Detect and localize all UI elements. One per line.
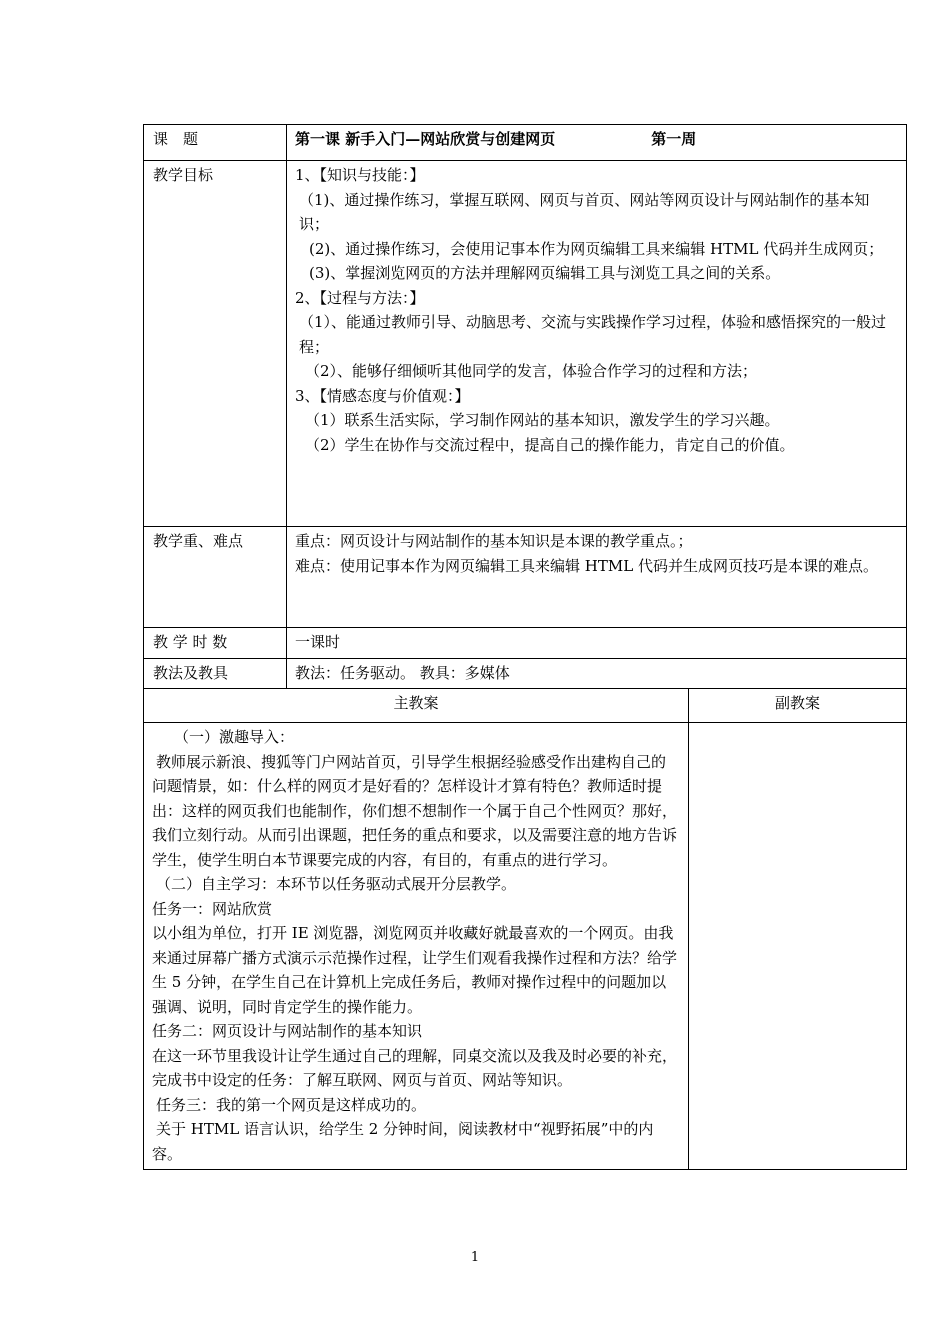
main-plan-cell	[144, 723, 689, 1170]
goals-line: （1)、通过操作练习，掌握互联网、网页与首页、网站等网页设计与网站制作的基本知识；	[299, 190, 870, 233]
lesson-title: 第一课 新手入门—网站欣赏与创建网页	[295, 130, 556, 148]
main-plan-header: 主教案	[144, 689, 689, 723]
main-plan-paragraph: （一）激趣导入：	[174, 728, 295, 746]
keypoints-label: 教学重、难点	[144, 527, 287, 628]
main-plan-paragraph: （二）自主学习：本环节以任务驱动式展开分层教学。	[156, 875, 517, 893]
hours-value: 一课时	[287, 628, 907, 659]
main-plan-paragraph: 任务二：网页设计与网站制作的基本知识	[152, 1022, 423, 1040]
goals-line: （1）联系生活实际，学习制作网站的基本知识，激发学生的学习兴趣。	[305, 411, 780, 429]
title-cell	[287, 125, 907, 161]
week-label: 第一周	[651, 130, 697, 148]
main-plan-paragraph: 在这一环节里我设计让学生通过自己的理解，同桌交流以及我及时必要的补充，完成书中设定的任务：了解互联网、网页与首页、网站等知识。	[152, 1046, 678, 1089]
goals-line: （2）学生在协作与交流过程中，提高自己的操作能力，肯定自己的价值。	[305, 435, 795, 454]
goals-line: 2、【过程与方法：】	[295, 288, 425, 307]
hours-row	[144, 628, 907, 659]
main-plan-paragraph: 关于 HTML 语言认识，给学生 2 分钟时间，阅读教材中“视野拓展”中的内容。	[152, 1120, 654, 1163]
goals-line: (2)、通过操作练习，会使用记事本作为网页编辑工具来编辑 HTML 代码并生成网页；	[309, 239, 884, 258]
hours-label: 教 学 时 数	[144, 628, 287, 659]
methods-row	[144, 658, 907, 689]
methods-value: 教法：任务驱动。 教具：多媒体	[287, 658, 907, 689]
goals-line: （2）、能够仔细倾听其他同学的发言，体验合作学习的过程和方法；	[305, 362, 758, 380]
lesson-plan-table	[143, 124, 907, 1170]
main-plan-paragraph: 任务一：网站欣赏	[152, 899, 273, 918]
title-label: 课 题	[144, 125, 287, 161]
side-plan-cell	[689, 723, 907, 1170]
plan-body-row	[144, 723, 907, 1170]
keypoints-cell	[287, 527, 907, 628]
main-plan-paragraph: 教师展示新浪、搜狐等门户网站首页，引导学生根据经验感受作出建构自己的问题情景，如：什么样的网页才是好看的？怎样设计才算有特色？教师适时提出：这样的网页我们也能制作，你们想不想制作一个属于自己个性网页？那好，我们立刻行动。从而引出课题，把任务的重点和要求，以及需要注意的地方告诉学生，使学生明白本节课要完成的内容，有目的，有重点的进行学习。	[152, 752, 678, 869]
goals-row	[144, 161, 907, 527]
keypoints-line: 重点：网页设计与网站制作的基本知识是本课的教学重点。；	[295, 532, 693, 550]
goals-cell	[287, 161, 907, 527]
keypoints-row	[144, 527, 907, 628]
keypoints-line: 难点：使用记事本作为网页编辑工具来编辑 HTML 代码并生成网页技巧是本课的难点。	[295, 556, 878, 575]
goals-line: 3、【情感态度与价值观：】	[295, 386, 470, 405]
main-plan-paragraph: 以小组为单位，打开 IE 浏览器，浏览网页并收藏好就最喜欢的一个网页。由我来通过屏幕广播方式演示示范操作过程，让学生们观看我操作过程和方法？给学生 5 分钟，在学生自己在计算机上完成任务后，教师对操作过程中的问题加以强调、说明，同时肯定学生的操作能力。	[152, 924, 678, 1016]
methods-label: 教法及教具	[144, 658, 287, 689]
title-row	[144, 125, 907, 161]
goals-label: 教学目标	[144, 161, 287, 527]
main-plan-paragraph: 任务三：我的第一个网页是这样成功的。	[156, 1095, 427, 1114]
goals-line: （1）、能通过教师引导、动脑思考、交流与实践操作学习过程，体验和感悟探究的一般过程；	[299, 313, 887, 356]
page-number: 1	[470, 1250, 480, 1265]
side-plan-header: 副教案	[689, 689, 907, 723]
goals-line: 1、【知识与技能：】	[295, 166, 425, 184]
plan-header-row	[144, 689, 907, 723]
goals-line: (3)、掌握浏览网页的方法并理解网页编辑工具与浏览工具之间的关系。	[309, 264, 781, 282]
